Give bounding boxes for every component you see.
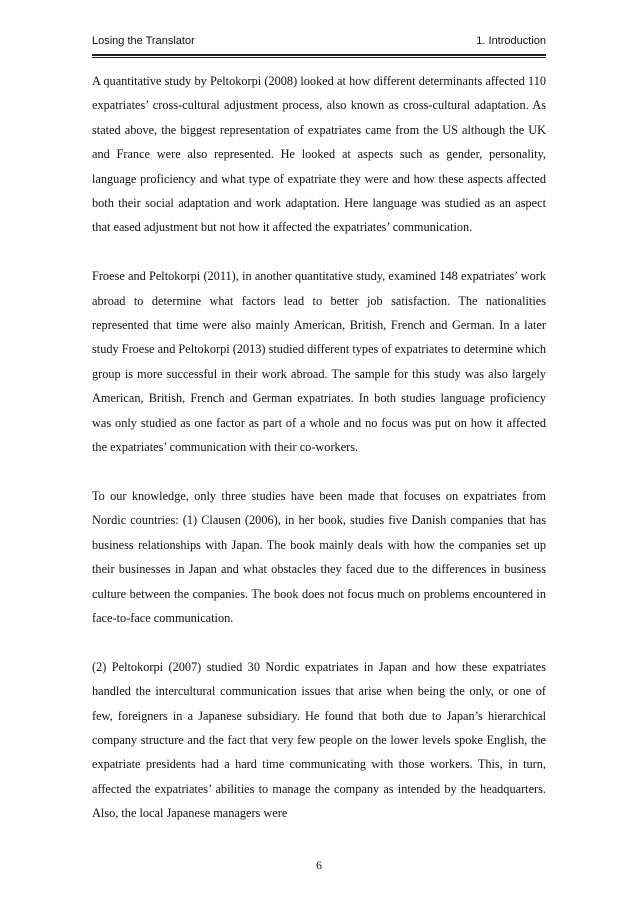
header-title: Losing the Translator [92,35,195,47]
paragraph: Froese and Peltokorpi (2011), in another quantitative study, examined 148 expatriates’ work abroad to determine what factors lead to better job satisfaction. The nationalities represented that time were also mainly American, British, French and German. In a later study Froese and Peltokorpi (2013) studied different types of expatriates to determine which group is more successful in their work abroad. The sample for this study was also largely American, British, French and German expatriates. In both studies language proficiency was only studied as one factor as part of a whole and no focus was put on how it affected the expatriates’ communication with their co-workers. [92,269,546,455]
paragraph: A quantitative study by Peltokorpi (2008) looked at how different determinants affected 110 expatriates’ cross-cultural adjustment process, also known as cross-cultural adaptation. As stated above, the biggest representation of expatriates came from the US although the UK and France were also represented. He looked at aspects such as gender, personality, language proficiency and what type of expatriate they were and how these aspects affected both their social adaptation and work adaptation. Here language was studied as an aspect that eased adjustment but not how it affected the expatriates’ communication. [92,74,546,235]
header-rule [92,54,546,58]
paragraph: (2) Peltokorpi (2007) studied 30 Nordic expatriates in Japan and how these expatriates handled the intercultural communication issues that arise when being the only, or one of few, foreigners in a Japanese subsidiary. He found that both due to Japan’s hierarchical company structure and the fact that very few people on the lower levels spoke English, the expatriate presidents had a hard time communicating with those workers. This, in turn, affected the expatriates’ abilities to manage the company as intended by the headquarters. Also, the local Japanese managers were [92,659,546,821]
paragraph: To our knowledge, only three studies have been made that focuses on expatriates from Nordic countries: (1) Clausen (2006), in her book, studies five Danish companies that has business relationships with Japan. The book mainly deals with how the companies set up their businesses in Japan and what obstacles they faced due to the differences in business culture between the companies. The book does not focus much on problems encountered in face-to-face communication. [92,488,546,625]
body-text [92,69,546,826]
page-number: 6 [316,858,322,872]
header-chapter: 1. Introduction [476,35,546,47]
running-header [92,35,546,51]
